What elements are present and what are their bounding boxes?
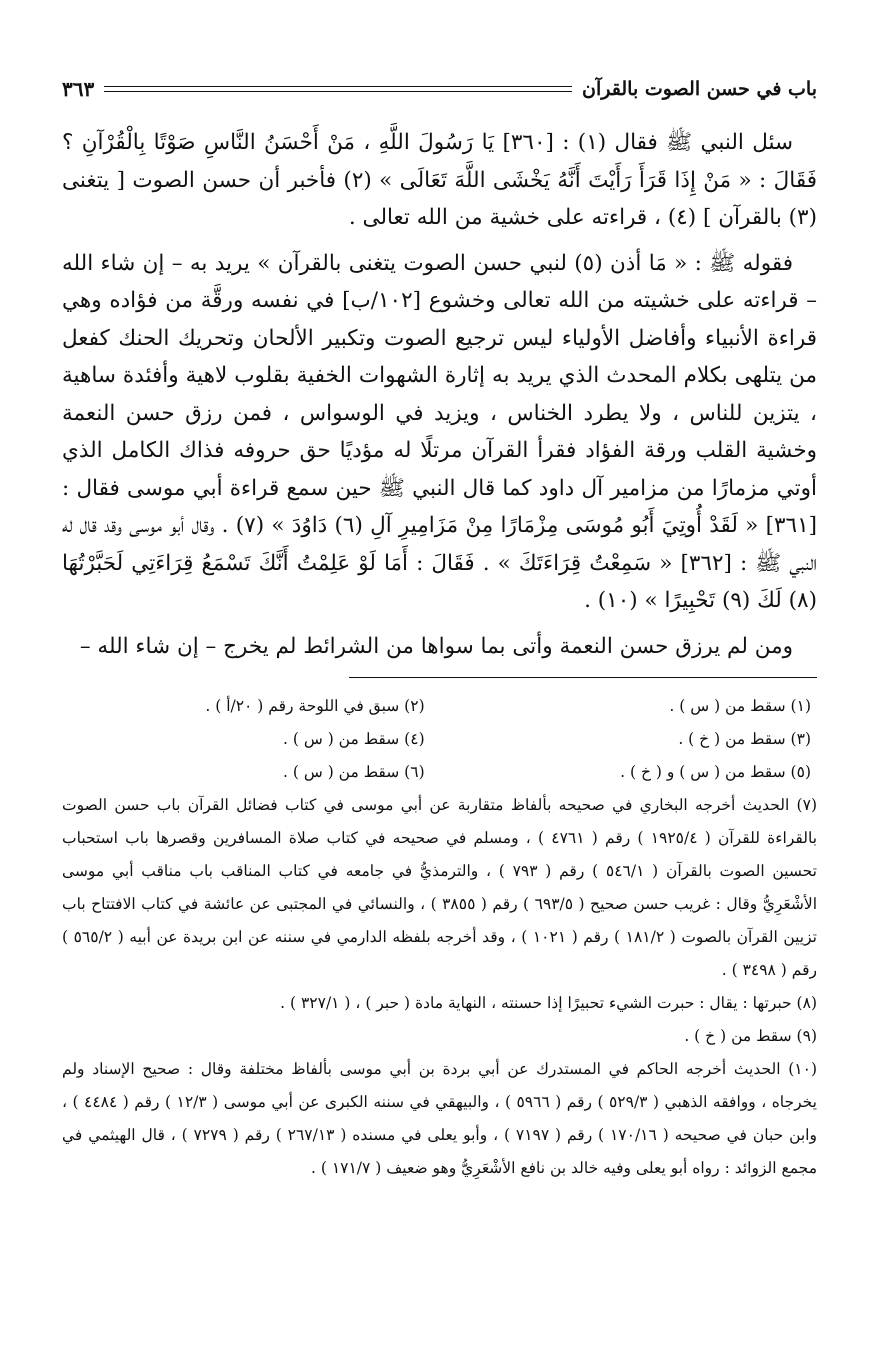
footnote-2: (٢) سبق في اللوحة رقم ( ٢٠/أ ) .	[205, 697, 425, 715]
header-rule	[104, 86, 572, 92]
chapter-title: باب في حسن الصوت بالقرآن	[582, 78, 817, 100]
footnote-9: (٩) سقط من ( خ ) .	[684, 1027, 817, 1045]
footnote-10: (١٠) الحديث أخرجه الحاكم في المستدرك عن أبي بردة بن أبي موسى بألفاظ مختلفة وقال : صحيح الإسناد ولم يخرجاه ، ووافقه الذهبي ( ٥٢٩/٣ ) رقم ( ٥٩٦٦ ) ، والبيهقي في سننه الكبرى عن أبي موسى ( ١٢/٣ ) رقم ( ٤٤٨٤ ) ، وابن حبان في صحيحه ( ١٧٠/١٦ ) رقم ( ٧١٩٧ ) ، وأبو يعلى في مسنده ( ٢٦٧/١٣ ) رقم ( ٧٢٧٩ ) ، قال الهيثمي في مجمع الزوائد : رواه أبو يعلى وفيه خالد بن نافع الأشْعَرِيُّ وهو ضعيف ( ١٧١/٧ ) .	[62, 1060, 817, 1177]
footnote-7: (٧) الحديث أخرجه البخاري في صحيحه بألفاظ متقاربة عن أبي موسى في كتاب فضائل القرآن باب حسن الصوت بالقراءة للقرآن ( ١٩٢٥/٤ ) رقم ( ٤٧٦١ ) ، ومسلم في صحيحه في كتاب صلاة المسافرين وقصرها باب استحباب تحسين الصوت بالقرآن ( ٥٤٦/١ ) رقم ( ٧٩٣ ) ، والترمذيُّ في جامعه في كتاب المناقب باب مناقب أبي موسى الأشْعَرِيُّ وقال : غريب حسن صحيح ( ٦٩٣/٥ ) رقم ( ٣٨٥٥ ) ، والنسائي في المجتبى عن عائشة في كتاب الافتتاح باب تزيين القرآن بالصوت ( ١٨١/٢ ) رقم ( ١٠٢١ ) ، وقد أخرجه بلفظه الدارمي في سننه عن ابن بريدة عن أبيه ( ٥٦٥/٢ ) رقم ( ٣٤٩٨ ) .	[62, 796, 818, 979]
page-number: ٣٦٣	[62, 77, 95, 101]
footnote-row	[62, 690, 817, 723]
footnotes	[62, 690, 817, 1185]
paragraph-2: فقوله ﷺ : « مَا أذن (٥) لنبي حسن الصوت يتغنى بالقرآن » يريد به – إن شاء الله – قراءته على خشيته من الله تعالى وخشوع [١٠٢/ب] في نفسه ورقَّة من فؤاده وهي قراءة الأنبياء وأفاضل الأولياء ليس ترجيع الصوت وتكبير الألحان وتحريك الحنك كفعل من يتلهى بكلام المحدث الذي يريد به إثارة الشهوات الخفية بقلوب لاهية وأفئدة ساهية ، يتزين للناس ، ولا يطرد الخناس ، ويزيد في الوسواس ، فمن رزق حسن النعمة وخشية القلب ورقة الفؤاد فقرأ القرآن مرتلًا له مؤديًا حق حروفه فذاك الكامل الذي أوتي مزمارًا من مزامير آل داود كما قال النبي ﷺ حين سمع قراءة أبي موسى فقال : [٣٦١] « لَقَدْ أُوتِيَ أَبُو مُوسَى مِزْمَارًا مِنْ مَزَامِيرِ آلِ (٦) دَاوُدَ » (٧) . وقال أبو موسى وقد قال له النبي ﷺ : [٣٦٢] « سَمِعْتُ قِرَاءَتَكَ » . فَقَالَ : أَمَا لَوْ عَلِمْتُ أَنَّكَ تَسْمَعُ قِرَاءَتِي لَحَبَّرْتُهَا (٨) لَكَ (٩) تَحْبِيرًا » (١٠) .	[62, 250, 818, 613]
footnote-row	[62, 723, 817, 756]
footnote-4: (٤) سقط من ( س ) .	[283, 730, 425, 748]
main-text	[62, 124, 817, 665]
running-header	[62, 72, 817, 106]
footnote-8: (٨) حبرتها : يقال : حبرت الشيء تحبيرًا إذا حسنته ، النهاية مادة ( حبر ) ، ( ٣٢٧/١ ) .	[280, 994, 817, 1012]
footnote-row	[62, 756, 817, 789]
footnote-1: (١) سقط من ( س ) .	[669, 697, 811, 715]
paragraph-1: سئل النبي ﷺ فقال (١) : [٣٦٠] يَا رَسُولَ اللَّهِ ، مَنْ أَحْسَنُ النَّاسِ صَوْتًا بِالْقُرْآنِ ؟ فَقَالَ : « مَنْ إِذَا قَرَأَ رَأَيْتَ أَنَّهُ يَخْشَى اللَّهَ تَعَالَى » (٢) فأخبر أن حسن الصوت [ يتغنى (٣) بالقرآن ] (٤) ، قراءته على خشية من الله تعالى .	[62, 130, 817, 230]
paragraph-3: ومن لم يرزق حسن النعمة وأتى بما سواها من الشرائط لم يخرج – إن شاء الله –	[79, 633, 793, 659]
footnote-3: (٣) سقط من ( خ ) .	[678, 730, 811, 748]
footnote-5: (٥) سقط من ( س ) و ( خ ) .	[620, 763, 811, 781]
footnote-divider	[349, 677, 817, 678]
footnote-6: (٦) سقط من ( س ) .	[283, 763, 425, 781]
